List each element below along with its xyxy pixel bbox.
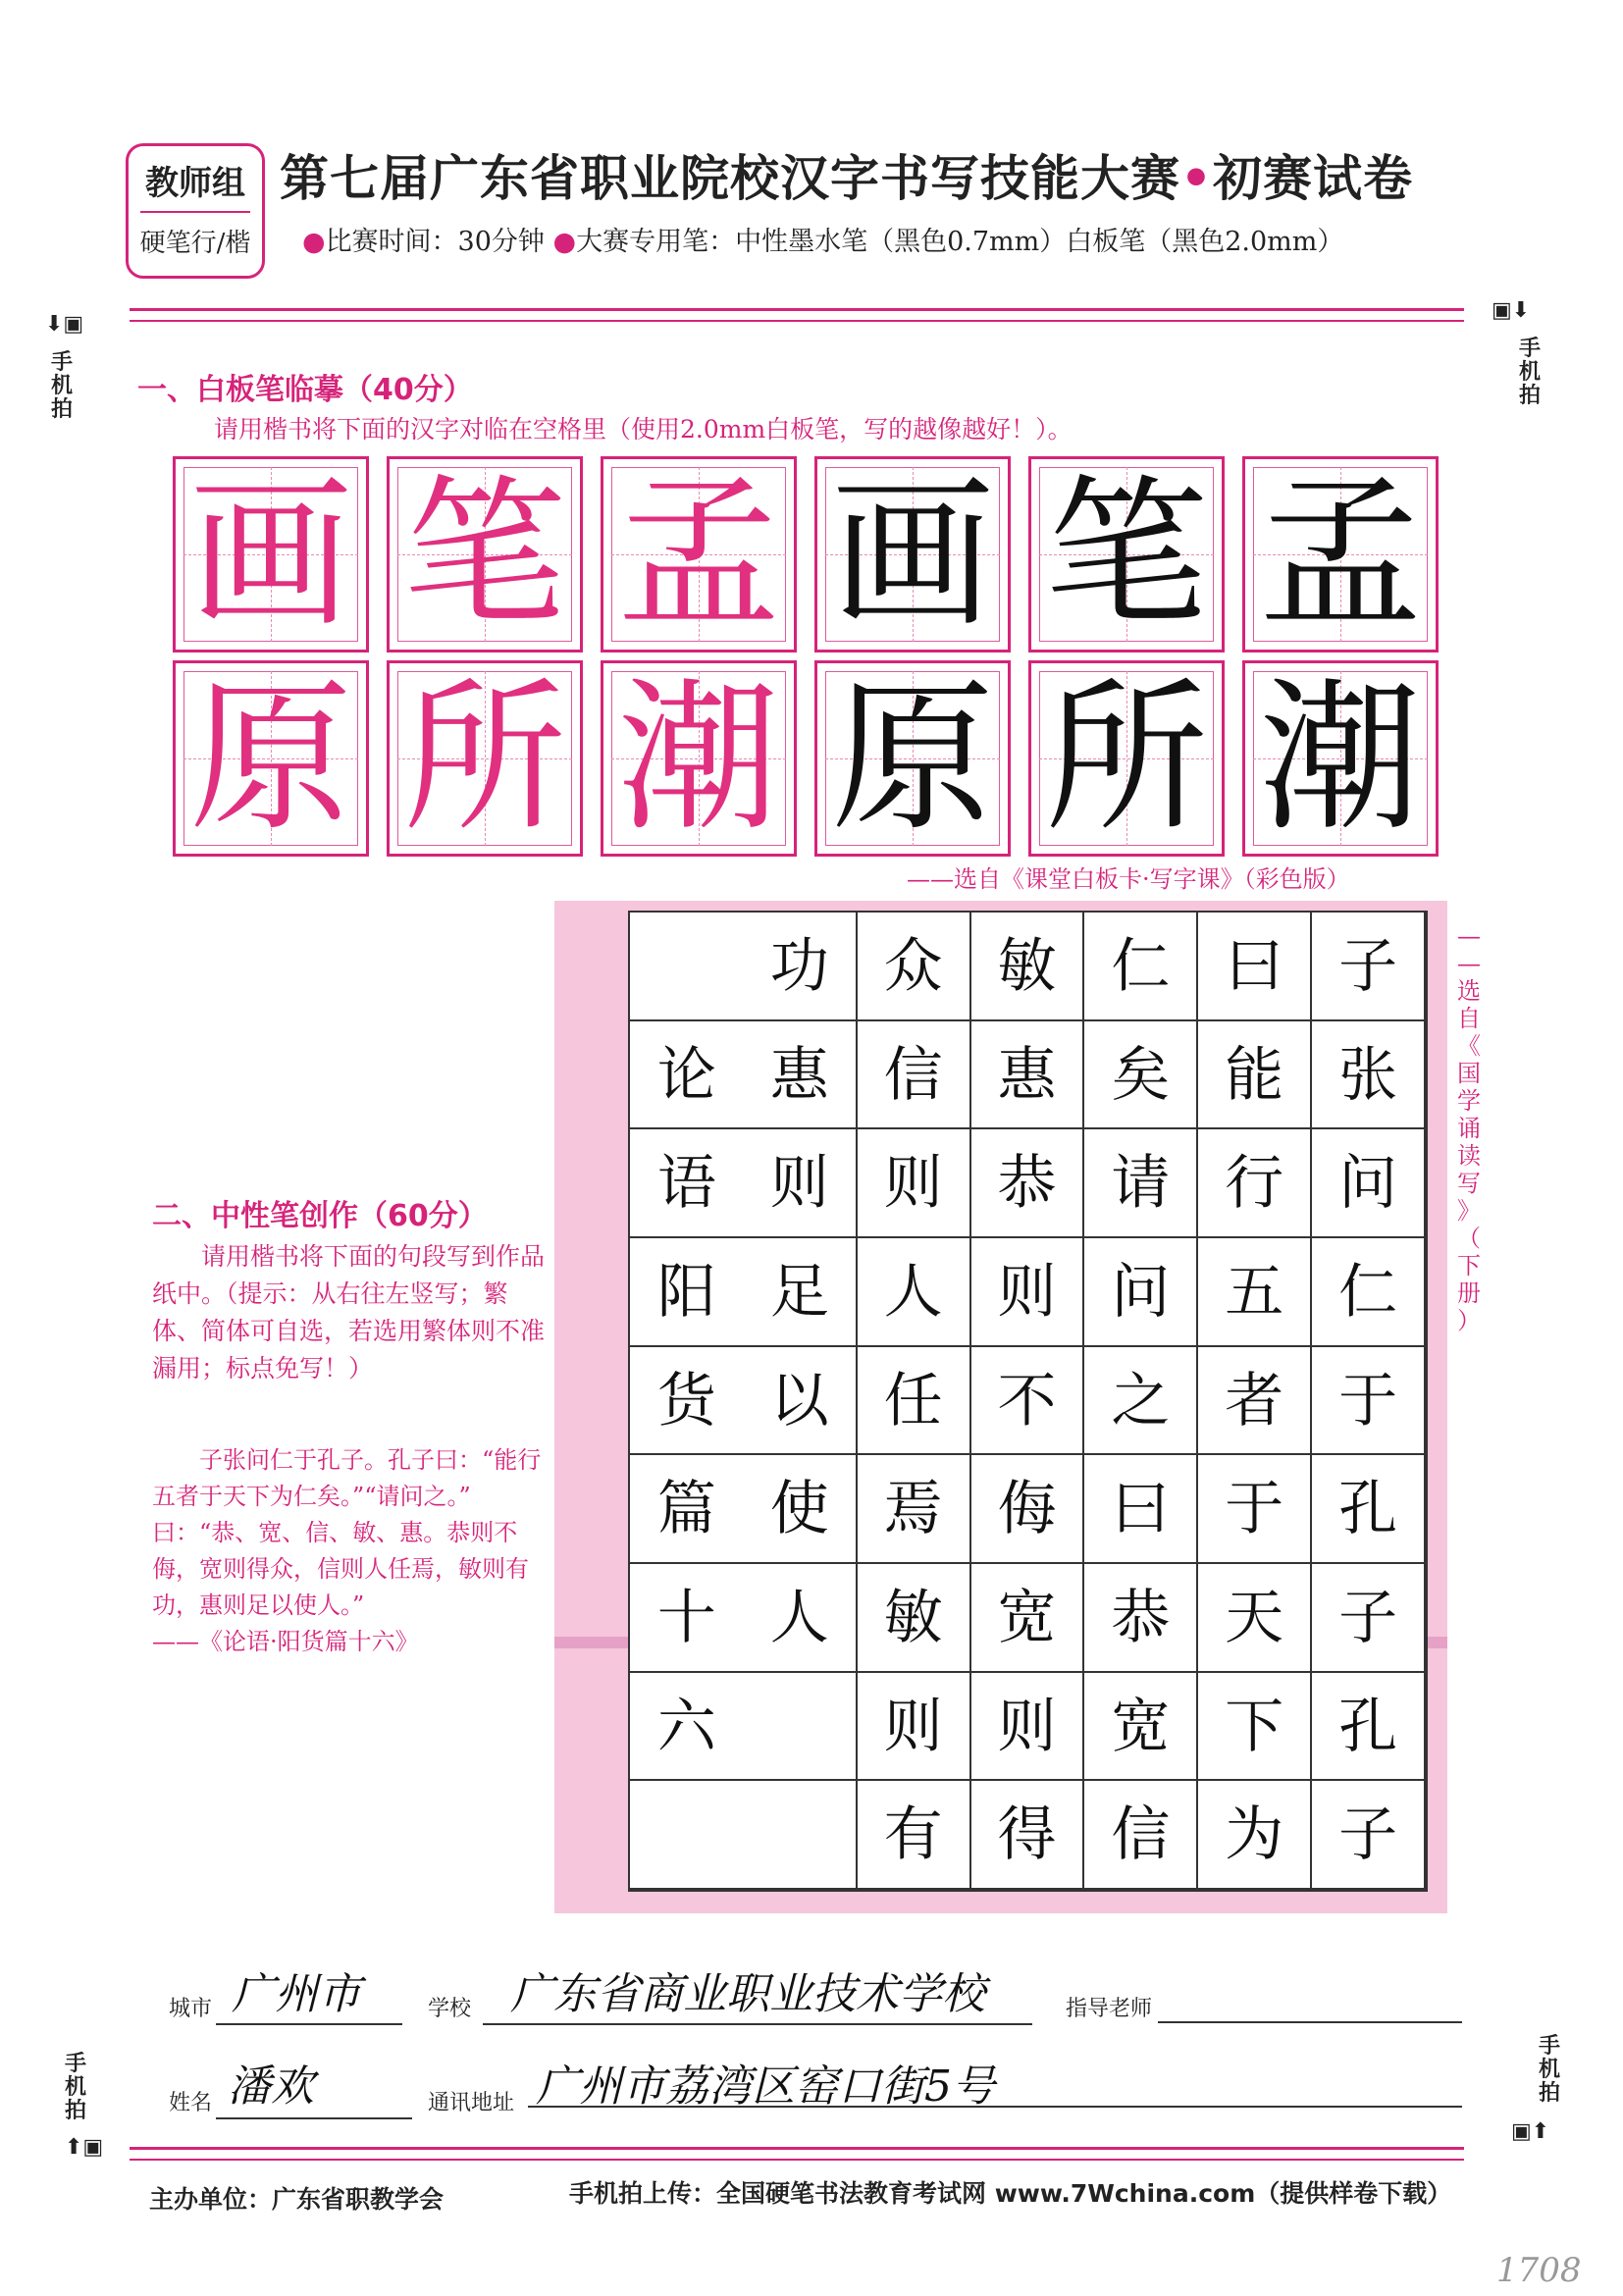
copy-cell[interactable] [1028,660,1225,857]
model-cell [601,456,797,652]
model-cell [173,456,369,652]
section1-source: ——选自《课堂白板卡·写字课》（彩色版） [907,865,1350,893]
grid-cell[interactable]: 则 [971,1238,1085,1347]
model-cell [173,660,369,857]
grid-cell[interactable]: 人 [858,1238,971,1347]
grid-cell[interactable]: 宽 [1084,1673,1198,1782]
grid-cell[interactable]: 为 [1198,1781,1312,1890]
copy-cell[interactable] [1028,456,1225,652]
model-char: 原 [189,664,352,854]
camera-icon: ▣⬇ [1492,298,1531,323]
section1-instruction: 请用楷书将下面的汉字对临在空格里（使用2.0mm白板笔，写的越像越好！）。 [214,415,1073,444]
model-cell [387,660,583,857]
group-badge [126,143,265,279]
badge-group: 教师组 [145,164,245,203]
model-char: 画 [189,460,352,650]
grid-cell[interactable]: 则 [858,1129,971,1238]
grid-cell[interactable]: 之 [1084,1347,1198,1456]
copy-cell[interactable] [1242,456,1439,652]
copied-char: 潮 [1259,664,1422,854]
grid-cell[interactable]: 不 [971,1347,1085,1456]
camera-icon: ⬇▣ [45,312,84,337]
grid-cell[interactable]: 货 [630,1347,744,1456]
passage-block [152,1442,545,1660]
grid-cell[interactable]: 功 [744,913,858,1021]
model-char: 孟 [617,460,780,650]
grid-cell[interactable]: 恭 [1084,1564,1198,1673]
header-rule-top [130,308,1464,311]
copy-cell[interactable] [1242,660,1439,857]
name-label: 姓名 [169,2091,213,2115]
grid-cell[interactable]: 则 [858,1673,971,1782]
info-time: 比赛时间：30分钟 [325,227,545,257]
school-value[interactable]: 广东省商业职业技术学校 [510,1969,985,2019]
grid-cell[interactable]: 仁 [1312,1238,1426,1347]
copied-char: 原 [831,664,994,854]
grid-cell[interactable]: 孔 [1312,1673,1426,1782]
serial-number: 1708 [1496,2251,1582,2290]
model-cell [387,456,583,652]
grid-cell[interactable]: 论 [630,1021,744,1130]
copied-char: 笔 [1045,460,1208,650]
teacher-label: 指导老师 [1066,1997,1153,2021]
grid-cell[interactable]: 惠 [744,1021,858,1130]
copy-grid [173,456,1439,859]
copied-char: 孟 [1259,460,1422,650]
grid-cell[interactable]: 语 [630,1129,744,1238]
passage-source: ——《论语·阳货篇十六》 [152,1628,419,1655]
vertical-source: — — 选 自 《 国 学 诵 读 写 》 （ 下 册 ） [1457,922,1481,1334]
grid-cell[interactable]: 曰 [1084,1455,1198,1564]
school-label: 学校 [428,1997,472,2021]
copy-cell[interactable] [814,660,1011,857]
model-char: 潮 [617,664,780,854]
model-char: 笔 [403,460,566,650]
grid-cell[interactable]: 信 [858,1021,971,1130]
grid-cell[interactable] [744,1781,858,1890]
grid-cell[interactable]: 子 [1312,913,1426,1021]
grid-cell[interactable]: 惠 [971,1021,1085,1130]
title-dot: • [1180,150,1213,207]
page-title [280,139,1413,210]
work-paper-grid[interactable] [628,911,1428,1892]
grid-cell[interactable]: 十 [630,1564,744,1673]
copy-cell[interactable] [814,456,1011,652]
info-bullet-pen: ● [552,227,577,257]
grid-cell[interactable]: 问 [1084,1238,1198,1347]
grid-cell[interactable] [744,1673,858,1782]
grid-cell[interactable]: 矣 [1084,1021,1198,1130]
exam-info [302,220,1343,258]
grid-cell[interactable]: 敏 [858,1564,971,1673]
teacher-line [1158,2021,1462,2023]
info-pen: 大赛专用笔：中性墨水笔（黑色0.7mm）白板笔（黑色2.0mm） [576,227,1344,257]
school-line [483,2023,1032,2025]
info-bullet-time: ● [302,227,326,257]
side-label-right-top: 手 机 拍 [1518,337,1541,408]
grid-cell[interactable]: 恭 [971,1129,1085,1238]
grid-cell[interactable] [630,1781,744,1890]
organizer: 主办单位：广东省职教学会 [149,2185,445,2214]
grid-cell[interactable]: 则 [744,1129,858,1238]
camera-icon: ⬆▣ [65,2135,104,2160]
grid-cell[interactable]: 请 [1084,1129,1198,1238]
grid-cell[interactable]: 六 [630,1673,744,1782]
grid-cell[interactable]: 众 [858,913,971,1021]
title-tail: 初赛试卷 [1212,150,1413,207]
grid-cell[interactable]: 能 [1198,1021,1312,1130]
copied-char: 所 [1045,664,1208,854]
badge-divider [140,211,250,213]
side-label-left-top: 手 机 拍 [50,350,73,422]
grid-cell[interactable]: 子 [1312,1564,1426,1673]
grid-cell[interactable]: 宽 [971,1564,1085,1673]
footer-rule-bottom [130,2159,1464,2161]
header-rule-bottom [130,320,1464,322]
section1-heading: 一、白板笔临摹（40分） [137,373,473,407]
side-label-right-bottom: 手 机 拍 [1538,2034,1560,2106]
city-line [216,2023,402,2025]
address-line [528,2106,1462,2108]
side-label-left-bottom: 手 机 拍 [64,2052,86,2123]
city-label: 城市 [169,1997,213,2021]
grid-cell[interactable]: 下 [1198,1673,1312,1782]
footer-rule-top [130,2147,1464,2150]
grid-cell[interactable]: 于 [1198,1455,1312,1564]
grid-cell[interactable]: 敏 [971,913,1085,1021]
grid-cell[interactable]: 仁 [1084,913,1198,1021]
grid-cell[interactable]: 者 [1198,1347,1312,1456]
model-char: 所 [403,664,566,854]
passage-text: 子张问仁于孔子。孔子曰：“能行五者于天下为仁矣。”“请问之。” 曰：“恭、宽、信、敏、惠。恭则不侮，宽则得众，信则人任焉，敏则有功，惠则足以使人。” [152,1446,542,1619]
grid-cell[interactable]: 曰 [1198,913,1312,1021]
grid-cell[interactable]: 天 [1198,1564,1312,1673]
grid-cell[interactable]: 行 [1198,1129,1312,1238]
grid-cell[interactable]: 问 [1312,1129,1426,1238]
badge-style: 硬笔行/楷 [139,229,251,258]
grid-cell[interactable]: 则 [971,1673,1085,1782]
grid-cell[interactable]: 焉 [858,1455,971,1564]
section2-heading: 二、中性笔创作（60分） [152,1199,488,1233]
grid-cell[interactable]: 子 [1312,1781,1426,1890]
city-value[interactable]: 广州市 [232,1969,361,2019]
grid-cell[interactable]: 阳 [630,1238,744,1347]
name-value[interactable]: 潘欢 [228,2061,314,2112]
grid-cell[interactable]: 足 [744,1238,858,1347]
name-line [216,2117,412,2119]
grid-cell[interactable]: 任 [858,1347,971,1456]
address-label: 通讯地址 [428,2091,515,2115]
grid-cell[interactable]: 五 [1198,1238,1312,1347]
copied-char: 画 [831,460,994,650]
grid-cell[interactable]: 侮 [971,1455,1085,1564]
grid-cell[interactable] [630,913,744,1021]
grid-cell[interactable]: 张 [1312,1021,1426,1130]
grid-cell[interactable]: 使 [744,1455,858,1564]
grid-cell[interactable]: 以 [744,1347,858,1456]
model-cell [601,660,797,857]
grid-cell[interactable]: 有 [858,1781,971,1890]
upload-info: 手机拍上传：全国硬笔书法教育考试网 www.7Wchina.com（提供样卷下载） [569,2179,1452,2208]
title-main: 第七届广东省职业院校汉字书写技能大赛 [280,150,1180,207]
grid-cell[interactable]: 人 [744,1564,858,1673]
grid-cell[interactable]: 篇 [630,1455,744,1564]
grid-cell[interactable]: 于 [1312,1347,1426,1456]
grid-cell[interactable]: 信 [1084,1781,1198,1890]
grid-cell[interactable]: 得 [971,1781,1085,1890]
section2-instruction: 请用楷书将下面的句段写到作品纸中。（提示：从右往左竖写；繁体、简体可自选，若选用繁体则不准漏用；标点免写！） [152,1242,546,1383]
camera-icon: ▣⬆ [1511,2119,1550,2144]
grid-cell[interactable]: 孔 [1312,1455,1426,1564]
address-value[interactable]: 广州市荔湾区窑口街5号 [536,2061,995,2112]
